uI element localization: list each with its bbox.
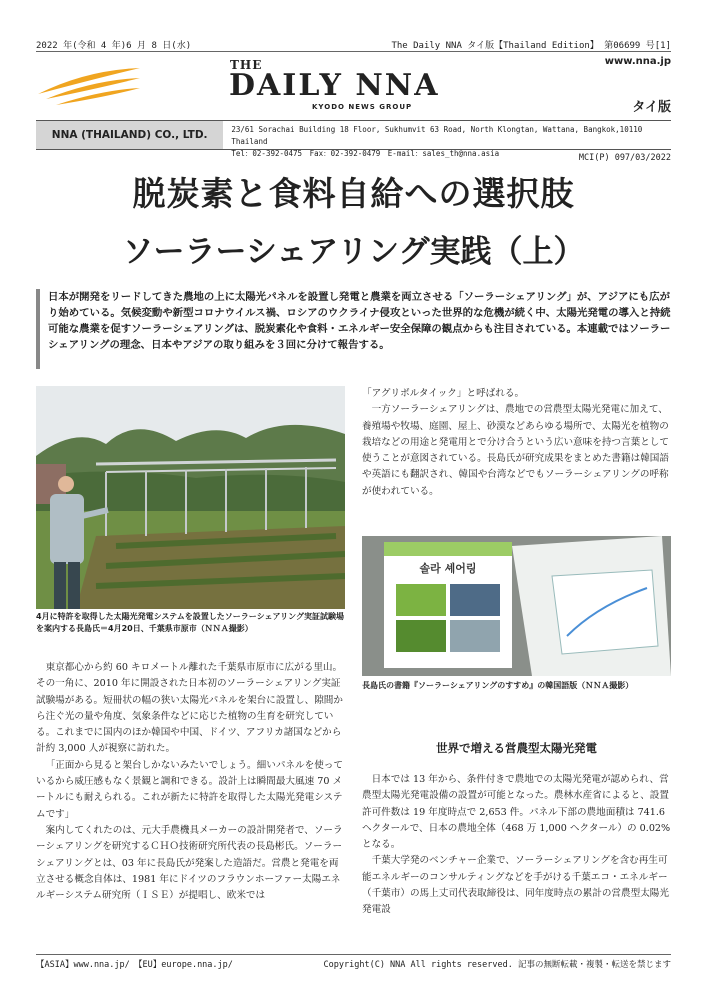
copyright-notice: Copyright(C) NNA All rights reserved. 記事の無断転載・複製・転送を禁じます [323,960,671,970]
nna-wing-logo-icon [36,64,142,108]
paragraph: 東京都心から約 60 キロメートル離れた千葉県市原市に広がる里山。その一角に、2010 年に開設された日本初のソーラーシェアリング実証試験場がある。短冊状の幅の狭い太陽光パネルを架台に設置し、隙間から注ぐ光の量や角度、気象条件などに応じた植物の生育を研究している。これまでに国内のほか韓国や中国、ドイツ、アフリカ諸国などから計約 3,000 人が視察に訪れた。 [36,662,343,755]
contact-line: Tel：02-392-0475 Fax：02-392-0479 E-mail：sales_th@nna.asia [231,149,500,158]
masthead-the: THE [230,58,263,72]
article-lead: 日本が開発をリードしてきた農地の上に太陽光パネルを設置し発電と農業を両立させる「ソーラーシェアリング」が、アジアにも広がり始めている。気候変動や新型コロナウイルス禍、ロシアのウクライナ侵攻といった世界的な危機が続く中、太陽光発電の導入と持続可能な農業を促すソーラーシェアリングは、脱炭素化や食料・エネルギー安全保障の観点からも注目されている。本連載ではソーラーシェアリングの理念、日本やアジアの取り組みを３回に分けて報告する。 [36,289,671,369]
photo1-caption: 4月に特許を取得した太陽光発電システムを設置したソーラーシェアリング実証試験場を案内する長島氏＝4月20日、千葉県市原市（ＮＮＡ撮影） [36,612,344,633]
masthead-group: KYODO NEWS GROUP [312,103,413,111]
masthead-title: DAILY NNA [229,68,440,103]
article-headline: 脱炭素と食料自給への選択肢 [132,174,575,213]
book-title-text: 솔라 셰어링 [419,562,477,575]
paragraph: 日本では 13 年から、条件付きで農地での太陽光発電が認められ、営農型太陽光発電設備の設置が可能となった。農林水産省によると、設置許可件数は 19 年度時点で 2,653 件。パネル下部の農地面積は 741.6 ヘクタールで、日本の農地全体（468 万 1,000 ヘクタール）の 0.02%となる。 [362,774,671,851]
article-subhead: ソーラーシェアリング実践（上） [122,234,585,270]
korean-book-photo [362,536,671,676]
paragraph: 「正面から見ると架台しかないみたいでしょう。細いパネルを使っているから威圧感もなく景観と調和できる。設計上は瞬間最大風速 70 メートルにも耐えられる。これが新たに特許を取得した太陽光発電システムです」 [36,759,343,820]
paragraph: 一方ソーラーシェアリングは、農地での営農型太陽光発電に加えて、養殖場や牧場、庭園、屋上、砂漠などあらゆる場所で、太陽光を植物の栽培などの用途と発電用とで分け合うという広い意味を持つ言葉として使うことが意図されている。長島氏が研究成果をまとめた書籍は韓国語や英語にも翻訳され、韓国や台湾などでもソーラーシェアリングの呼称が使われている。 [362,404,669,497]
section-heading: 世界で増える営農型太陽光発電 [436,741,597,755]
site-url[interactable]: www.nna.jp [604,56,671,67]
company-name: NNA (THAILAND) CO., LTD. [36,121,223,149]
top-dateline [36,38,671,52]
article-column-left [36,660,345,904]
paragraph: 案内してくれたのは、元大手農機具メーカーの設計開発者で、ソーラーシェアリングを研究するＣＨＯ技術研究所代表の長島彬氏。ソーラーシェアリングとは、03 年に長島氏が発案した造語だ。営農と発電を両立させる概念自体は、1981 年にドイツのフラウンホーファー太陽エネルギーシステム研究所（ＩＳＥ）が提唱し、欧米では [36,824,343,902]
edition-label: タイ版 [632,100,671,115]
solar-sharing-field-photo [36,386,345,609]
article-column-right-bottom [362,772,671,919]
photo2-caption: 長島氏の書籍『ソーラーシェアリングのすすめ』の韓国語版（ＮＮＡ撮影） [362,681,634,690]
footer-links[interactable]: 【ASIA】www.nna.jp/ 【EU】europe.nna.jp/ [36,960,233,970]
mci-number: MCI(P) 097/03/2022 [578,153,671,163]
address-line: 23/61 Sorachai Building 18 Floor, Sukhumvit 63 Road, North Klongtan, Wattana, Bangkok,10110 Thailand [231,125,643,146]
article-column-right-top [362,386,671,500]
paragraph: 千葉大学発のベンチャー企業で、ソーラーシェアリングを含む再生可能エネルギーのコンサルティングなどを手がける千葉エコ・エネルギー（千葉市）の馬上丈司代表取締役は、同年度時点の累計の営農型太陽光発電設 [362,855,669,916]
edition-info: The Daily NNA タイ版【Thailand Edition】 第06699 号[1] [391,41,671,51]
issue-date: 2022 年(令和 4 年)6 月 8 日(水) [36,41,192,51]
paragraph: 「アグリボルタイック」と呼ばれる。 [362,388,525,399]
page-footer [36,954,671,970]
